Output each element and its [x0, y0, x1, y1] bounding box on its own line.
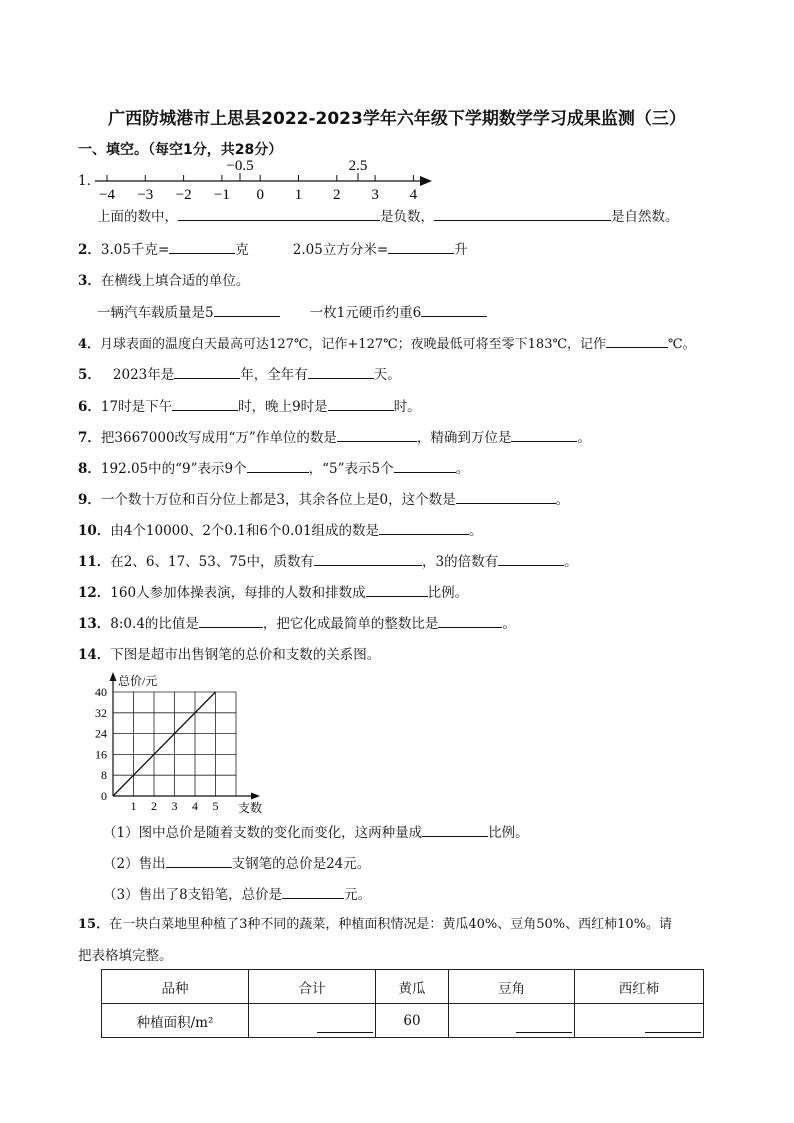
number-line-tick-label: 0 [256, 187, 264, 203]
q4-unit: ℃。 [668, 337, 696, 352]
q14-sub3-blank[interactable] [282, 884, 344, 899]
q15-header-cucumber: 黄瓜 [376, 970, 449, 1004]
q3-text: 在横线上填合适的单位。 [100, 273, 250, 289]
q14-sub2-text-b: 支钢笔的总价是24元。 [231, 856, 371, 872]
q7-text-a: 把3667000改写成用“万”作单位的数是 [100, 430, 337, 446]
q12-number: 12． [78, 585, 111, 601]
q15-cell-tomato[interactable] [575, 1004, 704, 1038]
x-axis-arrow [251, 793, 260, 800]
q12-text-b: 比例。 [427, 585, 469, 601]
q5-text-a: 2023年是 [112, 367, 175, 383]
q1-blank-negatives[interactable] [178, 206, 380, 221]
q12-blank[interactable] [366, 582, 428, 597]
q6-line [78, 396, 421, 417]
y-tick-label: 40 [95, 685, 107, 699]
q8-blank-b[interactable] [394, 458, 456, 473]
q10-text-a: 由4个10000、2个0.1和6个0.01组成的数是 [110, 523, 380, 539]
x-tick-label: 5 [212, 799, 219, 813]
number-line-arrow [420, 176, 432, 186]
q15-line2: 把表格填完整。 [78, 948, 173, 964]
price-quantity-chart [88, 666, 278, 816]
q13-line [78, 613, 516, 634]
q7-text-c: 。 [577, 430, 591, 446]
q7-blank-b[interactable] [511, 427, 577, 442]
q5-blank-a[interactable] [174, 364, 240, 379]
q10-text-b: 。 [469, 523, 483, 539]
q8-blank-a[interactable] [247, 458, 309, 473]
q9-number: 9． [78, 492, 101, 508]
q11-blank-b[interactable] [498, 551, 564, 566]
y-axis-arrow [110, 672, 117, 681]
page-title: 广西防城港市上思县2022-2023学年六年级下学期数学学习成果监测（三） [108, 109, 686, 129]
q15-header-row [102, 970, 704, 1004]
number-line-tick-label: 4 [409, 187, 418, 203]
q3-text-b: 一枚1元硬币约重6 [309, 305, 422, 321]
q1-number: 1． [78, 173, 101, 189]
q14-sub1-blank[interactable] [422, 822, 488, 837]
q14-sub3-text-a: （3）售出了8支铅笔，总价是 [103, 887, 283, 903]
y-tick-label: 16 [95, 747, 107, 762]
q12-text-a: 160人参加体操表演，每排的人数和排数成 [110, 585, 366, 601]
q15-text-line1: 在一块白菜地里种植了3种不同的蔬菜，种植面积情况是：黄瓜40%、豆角50%、西红柿10%。请 [109, 917, 673, 932]
number-line-tick-label: 2 [333, 187, 341, 203]
q2-line [78, 239, 468, 260]
q13-text-b: ，把它化成最简单的整数比是 [262, 616, 439, 632]
q15-cell-beans[interactable] [449, 1004, 575, 1038]
q13-text-a: 8:0.4的比值是 [110, 616, 199, 632]
q14-sub3 [103, 884, 371, 905]
q15-table [101, 969, 704, 1038]
series-line-total-price [113, 692, 216, 796]
q1-text-a: 上面的数中， [97, 209, 178, 225]
q3-blank-b[interactable] [421, 302, 487, 317]
q9-text-a: 一个数十万位和百分位上都是3，其余各位上是0，这个数是 [100, 492, 456, 508]
number-line-tick-label: −4 [99, 187, 115, 203]
q15-line1 [78, 915, 672, 935]
q2-unit-a: 克 [235, 242, 249, 258]
q14-number: 14． [78, 647, 111, 663]
q15-header-total: 合计 [249, 970, 376, 1004]
q7-line [78, 427, 591, 448]
number-line-tick-label: −3 [137, 187, 154, 203]
q14-sub1-text-b: 比例。 [488, 825, 529, 841]
q12-line [78, 582, 468, 603]
q1-line [97, 206, 679, 227]
number-line-tick-label: −2 [175, 187, 192, 203]
q8-number: 8． [78, 461, 101, 477]
q8-line [78, 458, 469, 479]
q3-blank-a[interactable] [214, 302, 280, 317]
number-line-label-neg-half: −0.5 [226, 158, 254, 174]
q14-sub2-blank[interactable] [166, 853, 232, 868]
q2-blank-a[interactable] [169, 239, 235, 254]
q10-line [78, 520, 483, 541]
q11-blank-a[interactable] [314, 551, 422, 566]
y-tick-label: 8 [101, 768, 107, 783]
q15-header-tomato: 西红柿 [575, 970, 704, 1004]
y-tick-label: 32 [95, 705, 107, 720]
q15-number: 15． [78, 917, 110, 932]
q9-line [78, 489, 569, 510]
q5-text-b: 年，全年有 [240, 367, 308, 383]
q4-line [78, 333, 696, 355]
q5-blank-b[interactable] [308, 364, 374, 379]
q11-text-b: ，3的倍数有 [422, 554, 499, 570]
q6-blank-a[interactable] [172, 396, 238, 411]
q5-line [78, 364, 401, 385]
q11-line [78, 551, 578, 572]
q10-number: 10． [78, 523, 111, 539]
q2-text-a: 3.05千克= [100, 242, 170, 258]
q14-line [78, 645, 380, 665]
q11-text-a: 在2、6、17、53、75中，质数有 [110, 554, 315, 570]
q1-blank-naturals[interactable] [434, 206, 611, 221]
x-tick-label: 3 [171, 799, 178, 813]
number-line-tick-label: 1 [294, 187, 303, 203]
number-line-tick-label: 3 [371, 187, 379, 203]
q7-blank-a[interactable] [337, 427, 417, 442]
q15-cell-total[interactable] [249, 1004, 376, 1038]
q13-blank-b[interactable] [438, 613, 502, 628]
q13-blank-a[interactable] [199, 613, 263, 628]
q14-sub3-text-b: 元。 [344, 887, 372, 903]
x-tick-label: 1 [130, 799, 137, 813]
q4-blank[interactable] [606, 333, 668, 348]
q15-cell-cucumber: 60 [376, 1004, 449, 1038]
number-line [90, 152, 440, 204]
q1-text-b: 是负数， [380, 209, 434, 225]
q10-blank[interactable] [379, 520, 469, 535]
q14-sub2-text-a: （2）售出 [103, 856, 166, 872]
q2-text-b: 2.05立方分米= [292, 242, 389, 258]
q6-text-c: 时。 [393, 399, 421, 415]
q7-text-b: ，精确到万位是 [416, 430, 512, 446]
q5-number: 5． [78, 367, 101, 383]
q8-text-b: ，“5”表示5个 [308, 461, 394, 477]
q14-sub2 [103, 853, 370, 874]
q15-blank-tomato[interactable] [645, 1018, 701, 1033]
q6-number: 6． [78, 399, 101, 415]
q8-text-a: 192.05中的“9”表示9个 [100, 461, 247, 477]
q4-text: 月球表面的温度白天最高可达127℃，记作+127℃；夜晚最低可将至零下183℃，记作 [100, 337, 607, 352]
q15-blank-total[interactable] [317, 1018, 373, 1033]
q4-number: 4． [78, 337, 101, 352]
number-line-label-two-half: 2.5 [348, 158, 368, 174]
q3-line [78, 271, 249, 291]
q2-blank-b[interactable] [388, 239, 454, 254]
q3-number: 3． [78, 273, 101, 289]
q9-blank[interactable] [456, 489, 556, 504]
q15-blank-beans[interactable] [516, 1018, 572, 1033]
x-tick-label: 4 [192, 799, 198, 813]
q6-text-b: 时，晚上9时是 [238, 399, 328, 415]
q15-data-row [102, 1004, 704, 1038]
q9-text-b: 。 [555, 492, 570, 508]
q14-sub1 [103, 822, 529, 843]
q14-sub1-text-a: （1）图中总价是随着支数的变化而变化，这两种量成 [103, 825, 423, 841]
q14-text: 下图是超市出售钢笔的总价和支数的关系图。 [110, 647, 381, 663]
q8-text-c: 。 [455, 461, 470, 477]
q7-number: 7． [78, 430, 101, 446]
x-axis-label: 支数 [238, 801, 263, 815]
q3-text-a: 一辆汽车载质量是5 [97, 305, 214, 321]
q2-unit-b: 升 [454, 242, 468, 258]
q6-blank-b[interactable] [328, 396, 394, 411]
q1-text-c: 是自然数。 [611, 209, 679, 225]
y-tick-label: 0 [101, 789, 107, 803]
section-heading: 一、填空。（每空1分，共28分） [78, 142, 283, 158]
q15-header-beans: 豆角 [449, 970, 575, 1004]
q15-row-label: 种植面积/m² [102, 1004, 249, 1038]
q5-text-c: 天。 [373, 367, 401, 383]
q13-text-c: 。 [502, 616, 516, 632]
number-line-tick-label: −1 [213, 187, 230, 203]
q15-header-variety: 品种 [102, 970, 249, 1004]
q6-text-a: 17时是下午 [100, 399, 173, 415]
q3-sub-line [97, 302, 487, 323]
q11-number: 11． [78, 554, 111, 570]
q13-number: 13． [78, 616, 111, 632]
x-tick-label: 2 [151, 799, 157, 813]
y-tick-label: 24 [95, 726, 107, 741]
q11-text-c: 。 [564, 554, 578, 570]
q2-number: 2． [78, 242, 101, 258]
y-axis-label: 总价/元 [118, 674, 158, 688]
